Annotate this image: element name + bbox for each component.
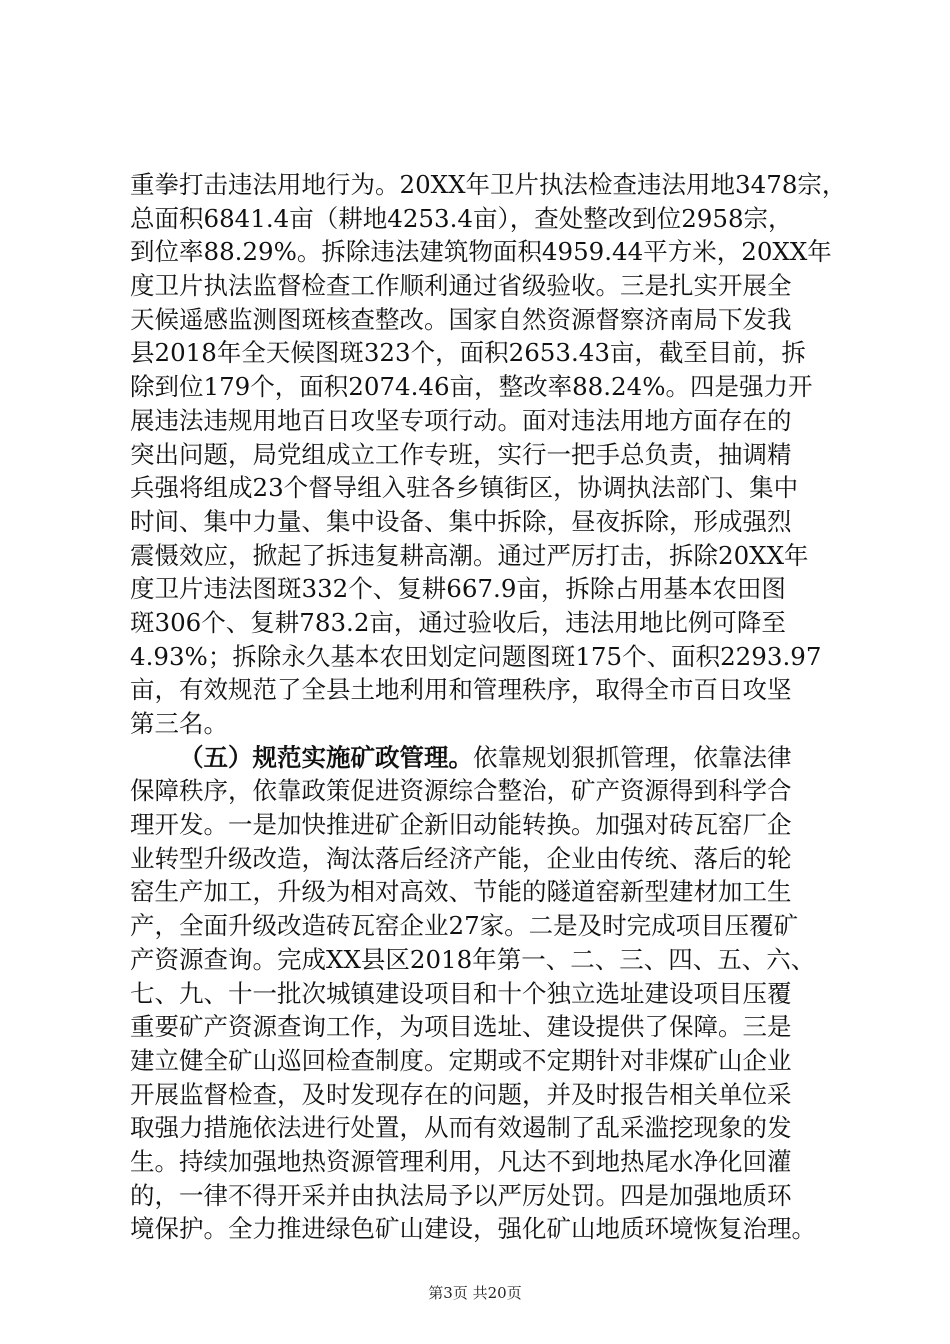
body-line: 时间、集中力量、集中设备、集中拆除，昼夜拆除，形成强烈 (130, 506, 792, 536)
body-line: 兵强将组成23个督导组入驻各乡镇街区，协调执法部门、集中 (130, 473, 799, 503)
body-line: 度卫片执法监督检查工作顺利通过省级验收。三是扎实开展全 (130, 271, 792, 301)
body-line: 境保护。全力推进绿色矿山建设，强化矿山地质环境恢复治理。 (130, 1214, 816, 1244)
page-number: 第3页 共20页 (428, 1284, 522, 1302)
section-5-first-line (130, 741, 830, 775)
body-line: 七、九、十一批次城镇建设项目和十个独立选址建设项目压覆 (130, 978, 792, 1008)
body-line: 产资源查询。完成XX县区2018年第一、二、三、四、五、六、 (130, 944, 816, 974)
section-5-heading: （五）规范实施矿政管理。 (179, 742, 473, 772)
body-line: 保障秩序，依靠政策促进资源综合整治，矿产资源得到科学合 (130, 776, 792, 806)
body-line: 开展监督检查，及时发现存在的问题，并及时报告相关单位采 (130, 1079, 792, 1109)
body-line: 县2018年全天候图斑323个，面积2653.43亩，截至目前，拆 (130, 338, 806, 368)
document-body (130, 168, 847, 1246)
body-line: 度卫片违法图斑332个、复耕667.9亩，拆除占用基本农田图 (130, 574, 786, 604)
body-line: 亩，有效规范了全县土地利用和管理秩序，取得全市百日攻坚 (130, 675, 792, 705)
section-5-first-line-text: 依靠规划狠抓管理，依靠法律 (473, 742, 792, 772)
body-line: 重要矿产资源查询工作，为项目选址、建设提供了保障。三是 (130, 1012, 792, 1042)
body-line: 的，一律不得开采并由执法局予以严厉处罚。四是加强地质环 (130, 1180, 792, 1210)
body-line: 业转型升级改造，淘汰落后经济产能，企业由传统、落后的轮 (130, 843, 792, 873)
page-footer (0, 1282, 950, 1303)
body-line: 窑生产加工，升级为相对高效、节能的隧道窑新型建材加工生 (130, 877, 792, 907)
body-line: 第三名。 (130, 709, 228, 738)
body-line: 生。持续加强地热资源管理利用，凡达不到地热尾水净化回灌 (130, 1146, 792, 1176)
body-line: 斑306个、复耕783.2亩，通过验收后，违法用地比例可降至 (130, 607, 786, 637)
body-line: 震慑效应，掀起了拆违复耕高潮。通过严厉打击，拆除20XX年 (130, 540, 809, 570)
body-line: 除到位179个，面积2074.46亩，整改率88.24%。四是强力开 (130, 372, 813, 402)
body-line: 展违法违规用地百日攻坚专项行动。面对违法用地方面存在的 (130, 405, 792, 435)
body-line: 理开发。一是加快推进矿企新旧动能转换。加强对砖瓦窑厂企 (130, 810, 792, 840)
body-line: 到位率88.29%。拆除违法建筑物面积4959.44平方米，20XX年 (130, 237, 832, 267)
body-line: 重拳打击违法用地行为。20XX年卫片执法检查违法用地3478宗， (130, 170, 847, 199)
body-line: 突出问题，局党组成立工作专班，实行一把手总负责，抽调精 (130, 439, 792, 469)
body-line: 建立健全矿山巡回检查制度。定期或不定期针对非煤矿山企业 (130, 1045, 792, 1075)
body-line: 取强力措施依法进行处置，从而有效遏制了乱采滥挖现象的发 (130, 1113, 792, 1143)
body-line: 4.93%；拆除永久基本农田划定问题图斑175个、面积2293.97 (130, 641, 822, 671)
body-line: 产，全面升级改造砖瓦窑企业27家。二是及时完成项目压覆矿 (130, 911, 799, 941)
body-line: 总面积6841.4亩（耕地4253.4亩），查处整改到位2958宗， (130, 203, 793, 233)
body-line: 天候遥感监测图斑核查整改。国家自然资源督察济南局下发我 (130, 304, 792, 334)
